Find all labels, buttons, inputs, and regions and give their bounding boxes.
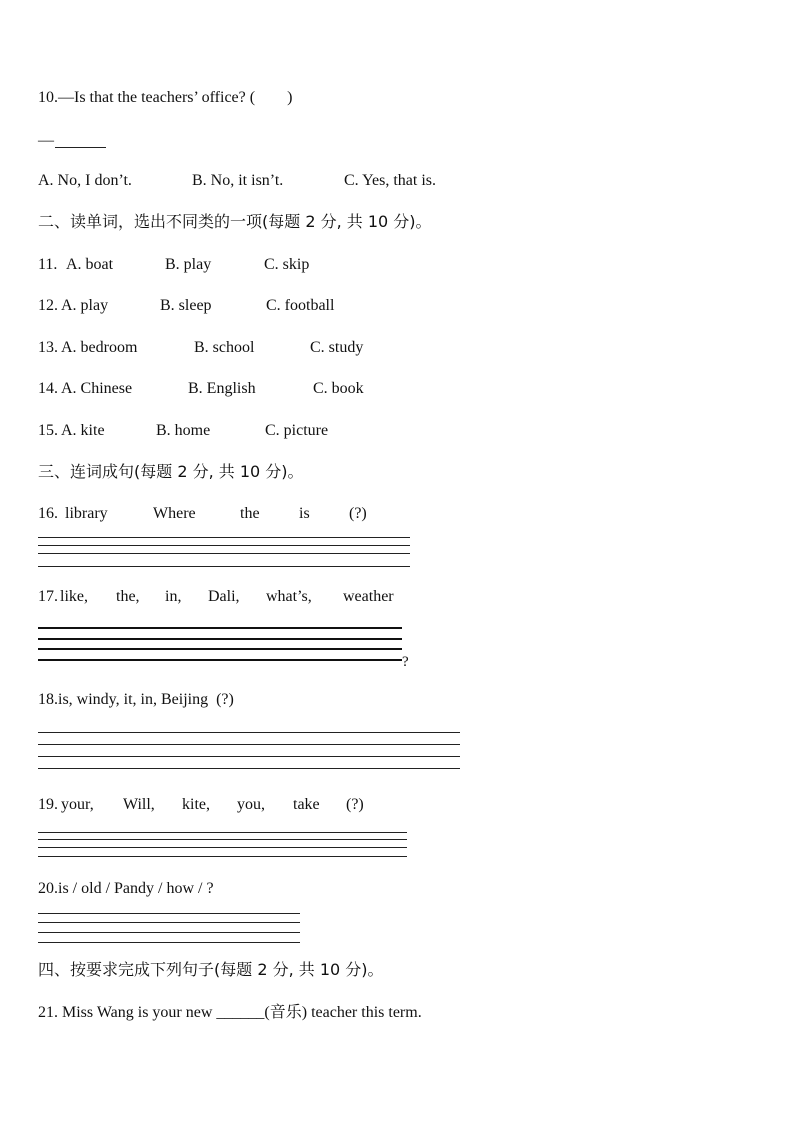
answer-blank[interactable]: ______ — [216, 1004, 265, 1021]
writing-line — [38, 566, 410, 567]
word-chip: (?) — [346, 796, 364, 813]
q10-option-c: C. Yes, that is. — [344, 172, 437, 189]
item-number: 11. — [38, 256, 58, 273]
writing-line — [38, 545, 410, 546]
question-20-text: 20.is / old / Pandy / how / ? — [38, 880, 214, 897]
q10-option-a: A. No, I don’t. — [38, 172, 132, 189]
item-number: 15. — [38, 422, 58, 439]
question-21-pre: 21. Miss Wang is your new — [38, 1004, 217, 1021]
section-2-heading: 二、读单词，选出不同类的一项(每题 2 分, 共 10 分)。 — [38, 212, 432, 231]
writing-line — [38, 856, 407, 857]
option-a: A. boat — [66, 256, 114, 273]
writing-line — [38, 732, 460, 733]
writing-line — [38, 922, 300, 923]
writing-line — [38, 832, 407, 833]
option-a: A. Chinese — [61, 380, 133, 397]
word-chip: in, — [165, 588, 182, 605]
item-number: 14. — [38, 380, 58, 397]
writing-line — [38, 553, 410, 554]
question-21-text — [38, 1003, 422, 1023]
writing-line — [38, 756, 460, 757]
question-10-text: 10.—Is that the teachers’ office? ( ) — [38, 89, 293, 106]
writing-line — [38, 847, 407, 848]
word-chip: your, — [61, 796, 94, 813]
option-c: C. study — [310, 339, 364, 356]
writing-line — [38, 932, 300, 933]
item-number: 16. — [38, 505, 58, 522]
word-chip: like, — [60, 588, 88, 605]
word-chip: kite, — [182, 796, 210, 813]
word-chip: weather — [343, 588, 394, 605]
option-b: B. play — [165, 256, 212, 273]
option-a: A. bedroom — [61, 339, 138, 356]
question-18-text: 18.is, windy, it, in, Beijing (?) — [38, 691, 234, 708]
q10-option-b: B. No, it isn’t. — [192, 172, 284, 189]
writing-line — [38, 627, 402, 629]
word-chip: library — [65, 505, 108, 522]
word-chip: the — [240, 505, 260, 522]
writing-line — [38, 839, 407, 840]
word-chip: (?) — [349, 505, 367, 522]
writing-line — [38, 744, 460, 745]
option-b: B. home — [156, 422, 211, 439]
word-chip: Where — [153, 505, 196, 522]
word-chip: Will, — [123, 796, 155, 813]
option-b: B. English — [188, 380, 256, 397]
item-number: 13. — [38, 339, 58, 356]
word-chip: you, — [237, 796, 265, 813]
section-4-heading: 四、按要求完成下列句子(每题 2 分, 共 10 分)。 — [38, 960, 384, 979]
item-number: 12. — [38, 297, 58, 314]
option-c: C. picture — [265, 422, 329, 439]
option-c: C. book — [313, 380, 364, 397]
writing-line — [38, 768, 460, 769]
option-c: C. skip — [264, 256, 310, 273]
item-number: 17. — [38, 588, 58, 605]
word-chip: is — [299, 505, 310, 522]
word-chip: Dali, — [208, 588, 240, 605]
section-3-heading: 三、连词成句(每题 2 分, 共 10 分)。 — [38, 462, 304, 481]
question-mark: ? — [402, 654, 409, 670]
option-a: A. play — [61, 297, 109, 314]
writing-line — [38, 659, 402, 661]
question-21-post: (音乐) teacher this term. — [264, 1004, 422, 1021]
writing-line — [38, 638, 402, 640]
item-number: 19. — [38, 796, 58, 813]
word-chip: what’s, — [266, 588, 312, 605]
word-chip: take — [293, 796, 320, 813]
option-b: B. school — [194, 339, 255, 356]
writing-line — [38, 942, 300, 943]
answer-dash: — — [38, 132, 54, 149]
writing-line — [38, 537, 410, 538]
option-a: A. kite — [61, 422, 105, 439]
option-b: B. sleep — [160, 297, 212, 314]
word-chip: the, — [116, 588, 140, 605]
writing-line — [38, 913, 300, 914]
writing-line — [38, 648, 402, 650]
option-c: C. football — [266, 297, 335, 314]
answer-blank-line — [55, 147, 106, 148]
